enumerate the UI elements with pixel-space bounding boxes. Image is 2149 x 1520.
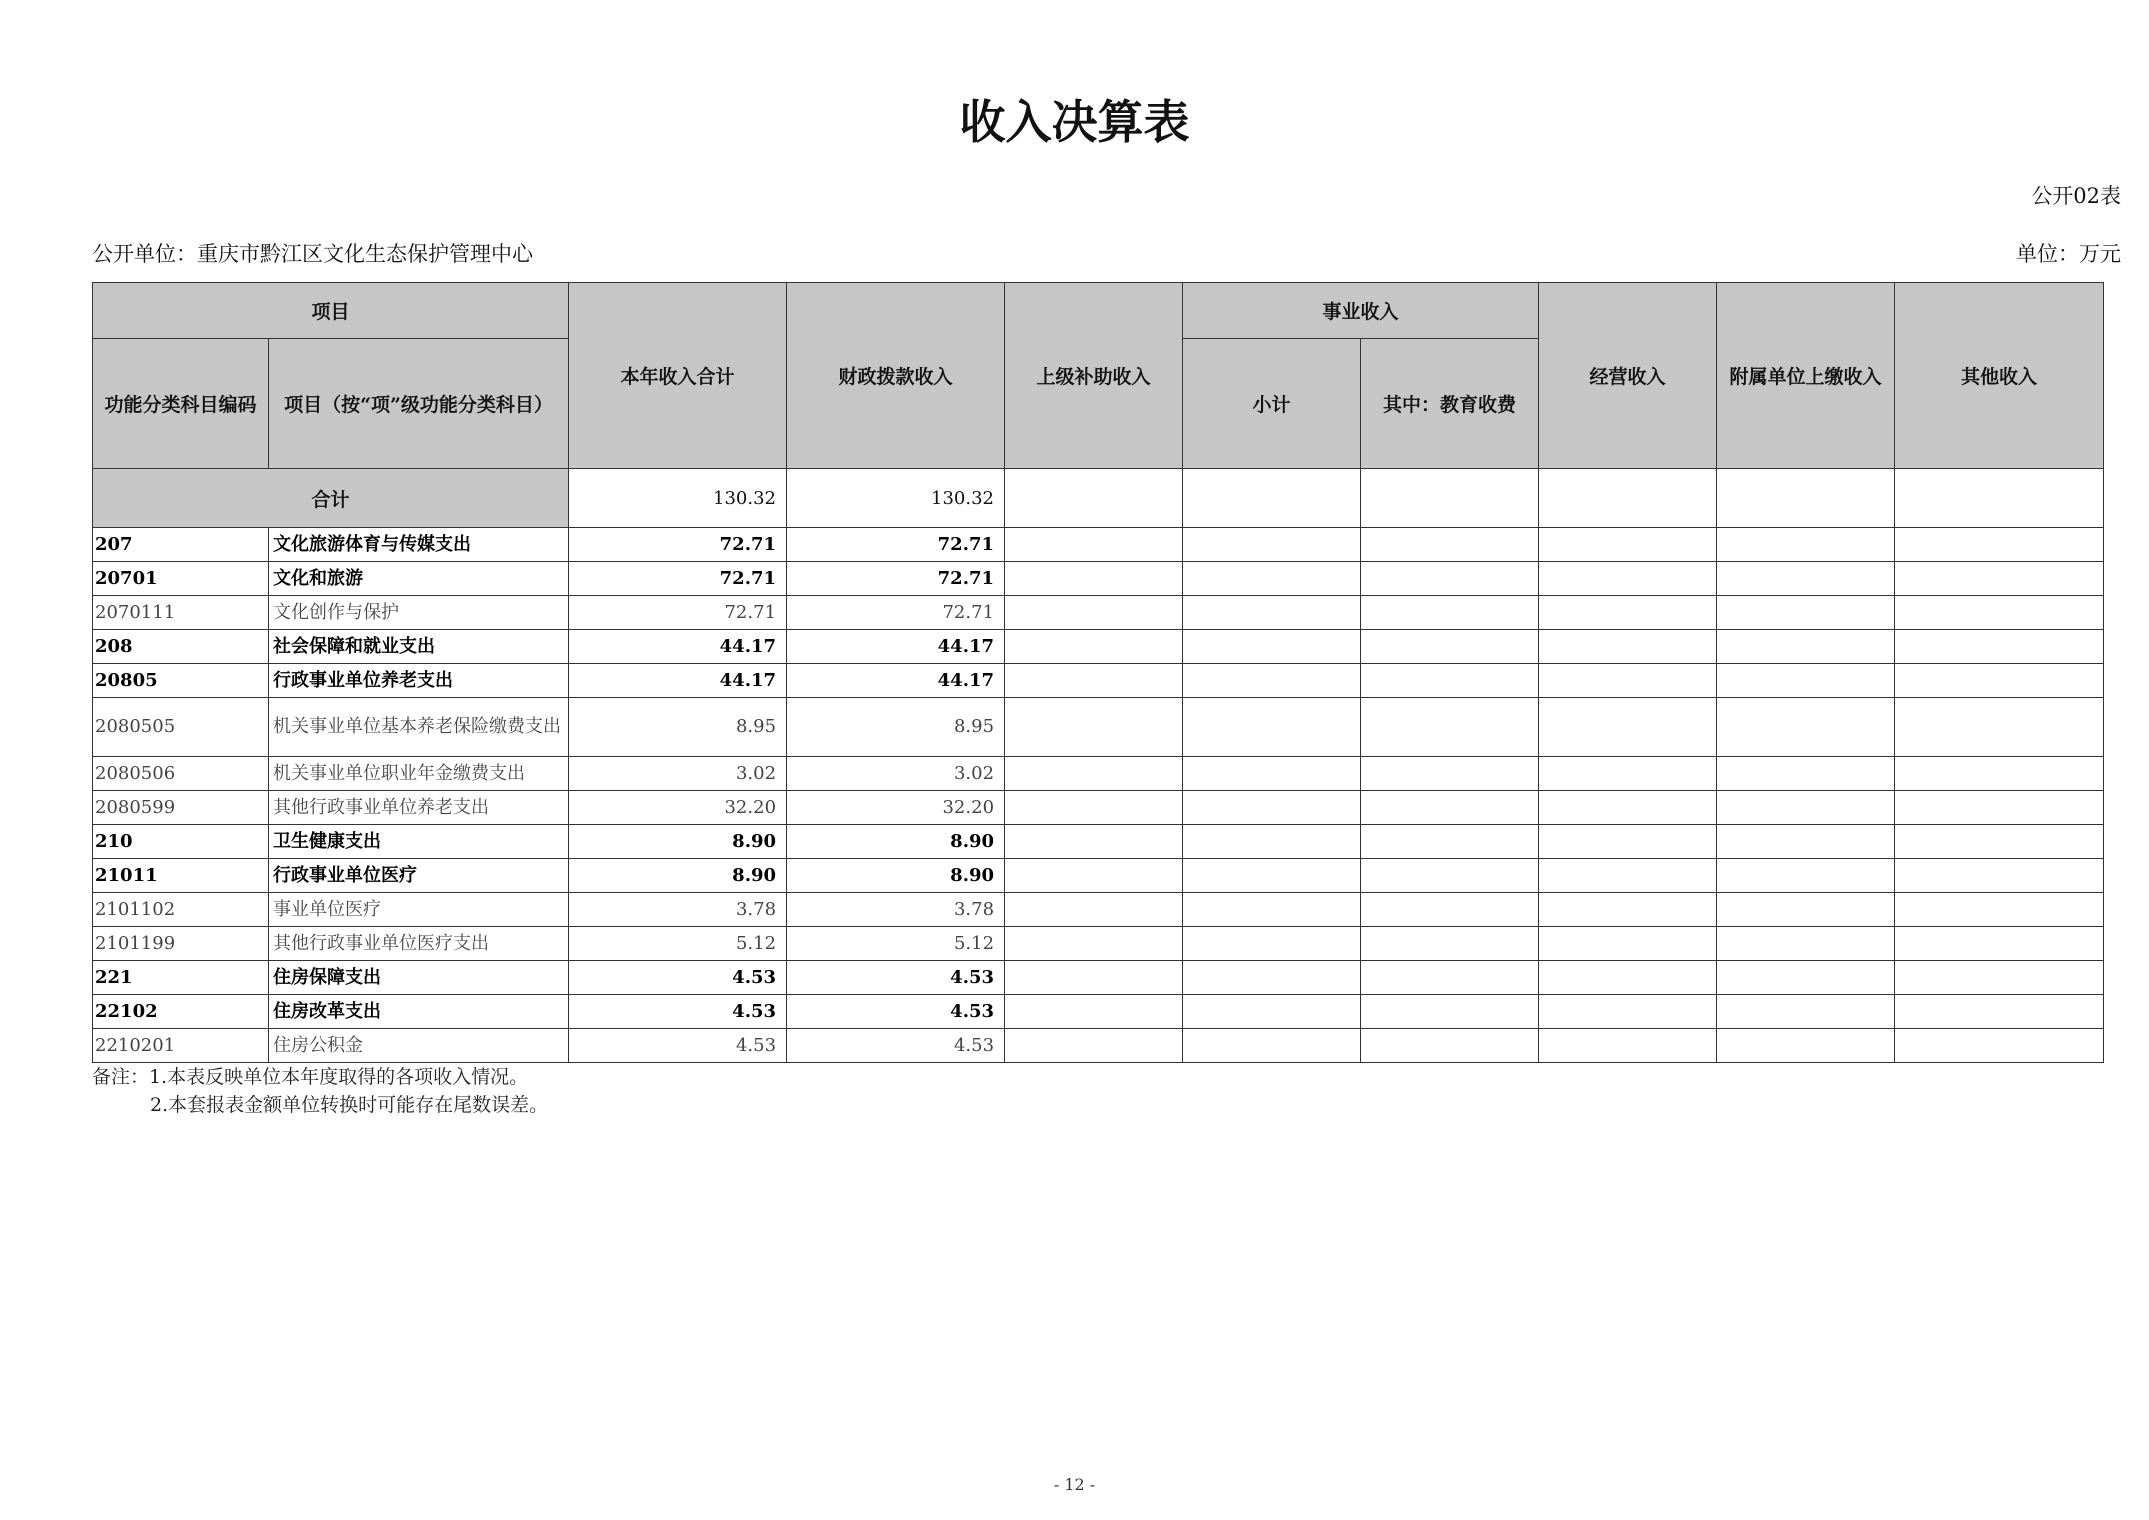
row-total: 72.71 — [569, 528, 787, 562]
row-name: 文化和旅游 — [269, 562, 569, 596]
row-fiscal: 72.71 — [787, 528, 1005, 562]
row-edu — [1361, 562, 1539, 596]
row-other — [1895, 1029, 2104, 1063]
row-subtotal — [1183, 562, 1361, 596]
table-row — [93, 757, 2104, 791]
row-fiscal: 4.53 — [787, 995, 1005, 1029]
row-affiliated — [1717, 995, 1895, 1029]
row-subtotal — [1183, 961, 1361, 995]
table-row — [93, 995, 2104, 1029]
row-other — [1895, 562, 2104, 596]
row-name: 卫生健康支出 — [269, 825, 569, 859]
row-fiscal: 44.17 — [787, 664, 1005, 698]
row-superior — [1005, 630, 1183, 664]
header-fiscal: 财政拨款收入 — [787, 283, 1005, 469]
row-superior — [1005, 825, 1183, 859]
total-edu — [1361, 469, 1539, 528]
row-code: 2210201 — [93, 1029, 269, 1063]
row-fiscal: 44.17 — [787, 630, 1005, 664]
row-total: 32.20 — [569, 791, 787, 825]
total-superior — [1005, 469, 1183, 528]
row-code: 20701 — [93, 562, 269, 596]
row-fiscal: 8.95 — [787, 698, 1005, 757]
row-edu — [1361, 927, 1539, 961]
row-name: 住房公积金 — [269, 1029, 569, 1063]
header-project: 项目 — [93, 283, 569, 339]
row-affiliated — [1717, 757, 1895, 791]
row-superior — [1005, 791, 1183, 825]
row-code: 2070111 — [93, 596, 269, 630]
row-total: 72.71 — [569, 596, 787, 630]
row-total: 44.17 — [569, 664, 787, 698]
row-other — [1895, 791, 2104, 825]
header-business: 经营收入 — [1539, 283, 1717, 469]
row-other — [1895, 961, 2104, 995]
row-code: 21011 — [93, 859, 269, 893]
row-subtotal — [1183, 664, 1361, 698]
row-fiscal: 4.53 — [787, 1029, 1005, 1063]
row-edu — [1361, 757, 1539, 791]
row-total: 8.90 — [569, 859, 787, 893]
row-subtotal — [1183, 825, 1361, 859]
row-business — [1539, 893, 1717, 927]
reporting-unit: 公开单位：重庆市黔江区文化生态保护管理中心 — [92, 242, 533, 266]
total-label: 合计 — [93, 469, 569, 528]
row-superior — [1005, 698, 1183, 757]
header-career: 事业收入 — [1183, 283, 1539, 339]
row-business — [1539, 596, 1717, 630]
row-code: 20805 — [93, 664, 269, 698]
row-business — [1539, 859, 1717, 893]
row-edu — [1361, 791, 1539, 825]
table-row — [93, 562, 2104, 596]
row-affiliated — [1717, 927, 1895, 961]
row-code: 210 — [93, 825, 269, 859]
row-name: 机关事业单位基本养老保险缴费支出 — [269, 698, 569, 757]
row-business — [1539, 927, 1717, 961]
page-number: - 12 - — [1053, 1475, 1096, 1494]
row-code: 2080599 — [93, 791, 269, 825]
row-name: 机关事业单位职业年金缴费支出 — [269, 757, 569, 791]
row-subtotal — [1183, 757, 1361, 791]
total-affiliated — [1717, 469, 1895, 528]
row-superior — [1005, 893, 1183, 927]
row-subtotal — [1183, 630, 1361, 664]
row-business — [1539, 995, 1717, 1029]
row-affiliated — [1717, 859, 1895, 893]
row-name: 文化旅游体育与传媒支出 — [269, 528, 569, 562]
table-row — [93, 893, 2104, 927]
row-affiliated — [1717, 893, 1895, 927]
row-other — [1895, 859, 2104, 893]
header-edu: 其中：教育收费 — [1361, 339, 1539, 469]
row-business — [1539, 961, 1717, 995]
row-fiscal: 72.71 — [787, 596, 1005, 630]
row-fiscal: 5.12 — [787, 927, 1005, 961]
form-number: 公开02表 — [2031, 184, 2121, 208]
row-name: 行政事业单位养老支出 — [269, 664, 569, 698]
row-name: 行政事业单位医疗 — [269, 859, 569, 893]
row-subtotal — [1183, 596, 1361, 630]
currency-unit: 单位：万元 — [2016, 242, 2121, 266]
row-code: 2080505 — [93, 698, 269, 757]
row-code: 221 — [93, 961, 269, 995]
row-superior — [1005, 961, 1183, 995]
page-title: 收入决算表 — [959, 95, 1190, 149]
row-edu — [1361, 859, 1539, 893]
table-row — [93, 528, 2104, 562]
row-superior — [1005, 927, 1183, 961]
row-business — [1539, 528, 1717, 562]
header-total: 本年收入合计 — [569, 283, 787, 469]
row-fiscal: 8.90 — [787, 859, 1005, 893]
row-name: 住房改革支出 — [269, 995, 569, 1029]
row-subtotal — [1183, 528, 1361, 562]
row-business — [1539, 562, 1717, 596]
row-other — [1895, 596, 2104, 630]
row-total: 4.53 — [569, 995, 787, 1029]
row-business — [1539, 698, 1717, 757]
row-edu — [1361, 893, 1539, 927]
table-row — [93, 664, 2104, 698]
row-code: 208 — [93, 630, 269, 664]
table-row — [93, 859, 2104, 893]
table-row — [93, 630, 2104, 664]
row-subtotal — [1183, 859, 1361, 893]
table-row — [93, 1029, 2104, 1063]
row-fiscal: 8.90 — [787, 825, 1005, 859]
row-edu — [1361, 961, 1539, 995]
row-code: 22102 — [93, 995, 269, 1029]
row-superior — [1005, 1029, 1183, 1063]
row-superior — [1005, 757, 1183, 791]
row-edu — [1361, 995, 1539, 1029]
row-superior — [1005, 562, 1183, 596]
row-name: 其他行政事业单位养老支出 — [269, 791, 569, 825]
row-total: 3.78 — [569, 893, 787, 927]
total-subtotal — [1183, 469, 1361, 528]
row-edu — [1361, 596, 1539, 630]
income-table — [92, 282, 2104, 1063]
total-fiscal: 130.32 — [787, 469, 1005, 528]
row-name: 其他行政事业单位医疗支出 — [269, 927, 569, 961]
row-edu — [1361, 630, 1539, 664]
table-row — [93, 596, 2104, 630]
table-row — [93, 698, 2104, 757]
table-row — [93, 961, 2104, 995]
header-code: 功能分类科目编码 — [93, 339, 269, 469]
header-name: 项目（按“项”级功能分类科目） — [269, 339, 569, 469]
row-name: 事业单位医疗 — [269, 893, 569, 927]
total-other — [1895, 469, 2104, 528]
row-name: 文化创作与保护 — [269, 596, 569, 630]
note-1: 备注：1.本表反映单位本年度取得的各项收入情况。 — [92, 1066, 529, 1088]
row-affiliated — [1717, 664, 1895, 698]
row-superior — [1005, 596, 1183, 630]
row-code: 2101199 — [93, 927, 269, 961]
row-total: 5.12 — [569, 927, 787, 961]
header-other: 其他收入 — [1895, 283, 2104, 469]
row-affiliated — [1717, 596, 1895, 630]
row-subtotal — [1183, 893, 1361, 927]
row-superior — [1005, 664, 1183, 698]
row-fiscal: 3.78 — [787, 893, 1005, 927]
row-subtotal — [1183, 1029, 1361, 1063]
row-edu — [1361, 528, 1539, 562]
row-subtotal — [1183, 698, 1361, 757]
row-code: 207 — [93, 528, 269, 562]
row-other — [1895, 995, 2104, 1029]
total-row — [93, 469, 2104, 528]
row-edu — [1361, 825, 1539, 859]
row-edu — [1361, 1029, 1539, 1063]
row-superior — [1005, 528, 1183, 562]
row-total: 3.02 — [569, 757, 787, 791]
row-total: 8.95 — [569, 698, 787, 757]
row-affiliated — [1717, 698, 1895, 757]
row-name: 社会保障和就业支出 — [269, 630, 569, 664]
row-affiliated — [1717, 1029, 1895, 1063]
row-business — [1539, 825, 1717, 859]
row-affiliated — [1717, 528, 1895, 562]
header-affiliated: 附属单位上缴收入 — [1717, 283, 1895, 469]
row-code: 2101102 — [93, 893, 269, 927]
row-affiliated — [1717, 825, 1895, 859]
total-business — [1539, 469, 1717, 528]
row-other — [1895, 757, 2104, 791]
row-business — [1539, 630, 1717, 664]
row-total: 4.53 — [569, 961, 787, 995]
row-affiliated — [1717, 791, 1895, 825]
row-total: 8.90 — [569, 825, 787, 859]
row-total: 44.17 — [569, 630, 787, 664]
row-other — [1895, 528, 2104, 562]
row-total: 4.53 — [569, 1029, 787, 1063]
row-code: 2080506 — [93, 757, 269, 791]
row-subtotal — [1183, 791, 1361, 825]
row-fiscal: 4.53 — [787, 961, 1005, 995]
row-fiscal: 32.20 — [787, 791, 1005, 825]
row-business — [1539, 791, 1717, 825]
row-subtotal — [1183, 927, 1361, 961]
row-business — [1539, 757, 1717, 791]
row-edu — [1361, 664, 1539, 698]
row-name: 住房保障支出 — [269, 961, 569, 995]
row-subtotal — [1183, 995, 1361, 1029]
row-affiliated — [1717, 630, 1895, 664]
row-superior — [1005, 859, 1183, 893]
row-other — [1895, 698, 2104, 757]
row-other — [1895, 630, 2104, 664]
note-2: 2.本套报表金额单位转换时可能存在尾数误差。 — [150, 1094, 549, 1116]
header-superior: 上级补助收入 — [1005, 283, 1183, 469]
row-fiscal: 3.02 — [787, 757, 1005, 791]
table-row — [93, 927, 2104, 961]
row-other — [1895, 927, 2104, 961]
table-row — [93, 825, 2104, 859]
row-other — [1895, 893, 2104, 927]
row-superior — [1005, 995, 1183, 1029]
row-business — [1539, 664, 1717, 698]
row-edu — [1361, 698, 1539, 757]
row-fiscal: 72.71 — [787, 562, 1005, 596]
row-affiliated — [1717, 562, 1895, 596]
table-row — [93, 791, 2104, 825]
row-other — [1895, 825, 2104, 859]
row-other — [1895, 664, 2104, 698]
total-amount: 130.32 — [569, 469, 787, 528]
header-subtotal: 小计 — [1183, 339, 1361, 469]
row-total: 72.71 — [569, 562, 787, 596]
row-business — [1539, 1029, 1717, 1063]
row-affiliated — [1717, 961, 1895, 995]
